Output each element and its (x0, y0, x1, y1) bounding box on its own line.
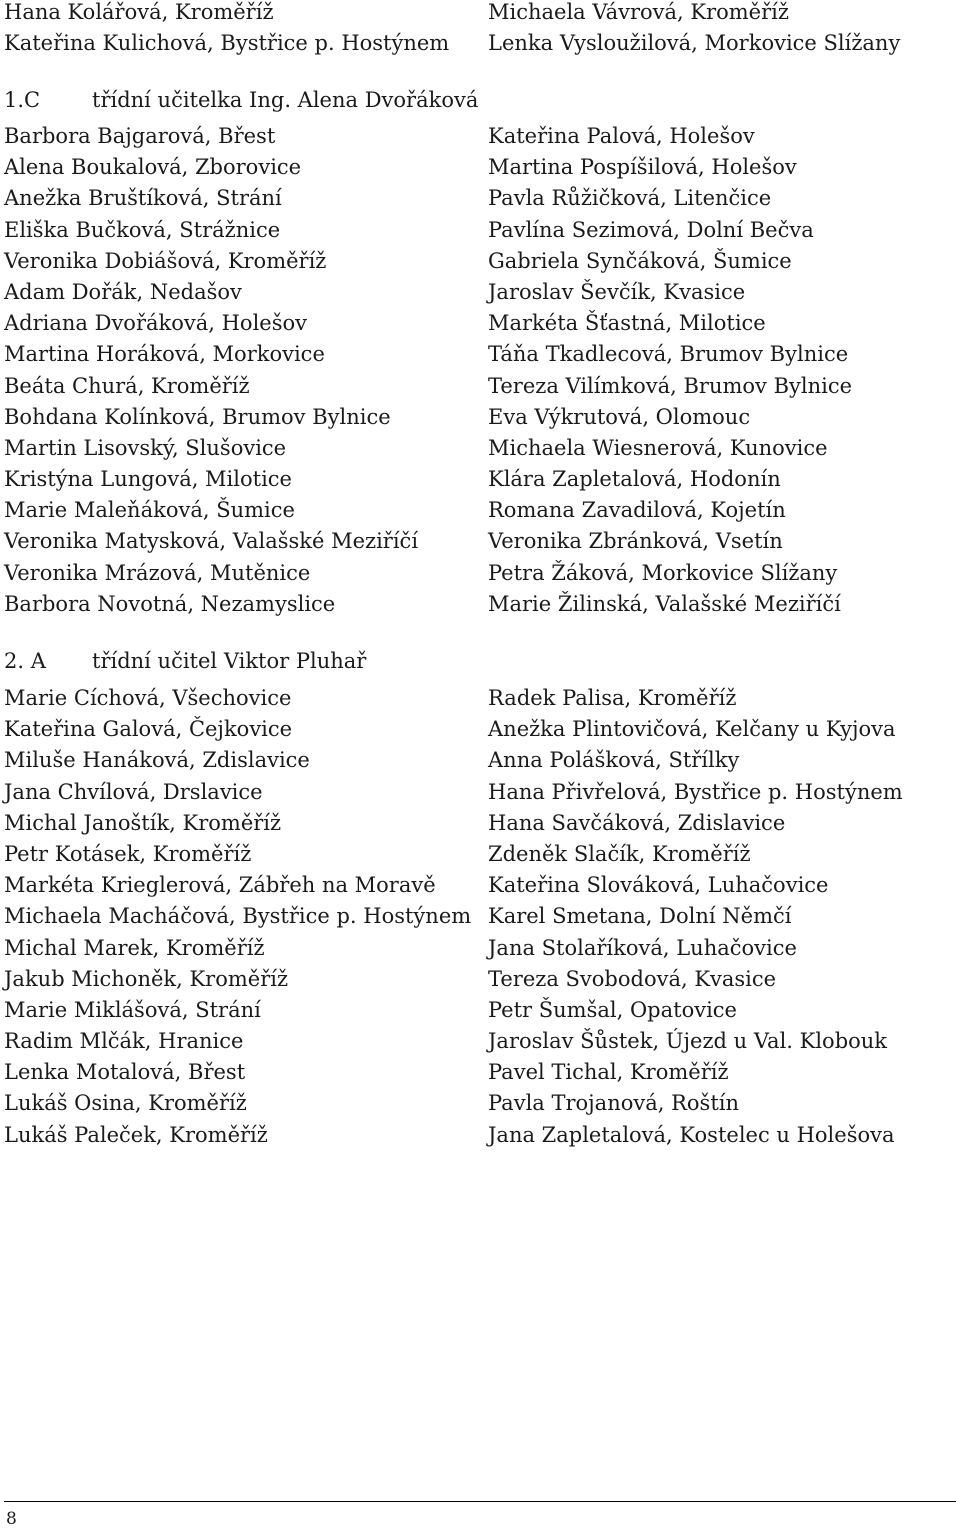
class-1c-student-entry: Martina Pospíšilová, Holešov (488, 155, 797, 180)
class-1c-student-entry: Alena Boukalová, Zborovice (4, 155, 302, 180)
class-2a-student-entry: Karel Smetana, Dolní Němčí (488, 904, 792, 929)
class-1c-student-entry: Táňa Tkadlecová, Brumov Bylnice (488, 342, 849, 367)
class-2a-student-entry: Pavla Trojanová, Roštín (488, 1091, 740, 1116)
class-1c-student-entry: Adriana Dvořáková, Holešov (4, 311, 307, 336)
top-list-right (488, 0, 900, 59)
class-1c-student-entry: Barbora Novotná, Nezamyslice (4, 591, 336, 616)
class-1c-list-left (4, 121, 418, 620)
class-1c-student-entry: Beáta Churá, Kroměříž (4, 373, 250, 398)
class-2a-student-entry: Kateřina Galová, Čejkovice (4, 717, 293, 742)
class-2a-student-entry: Michal Janoštík, Kroměříž (4, 810, 282, 835)
class-2a-student-entry: Zdeněk Slačík, Kroměříž (488, 841, 751, 866)
class-2a-list-left (4, 683, 471, 1151)
class-2a-student-entry: Jana Chvílová, Drslavice (4, 779, 263, 804)
class-1c-student-entry: Barbora Bajgarová, Břest (4, 124, 276, 148)
class-2a-student-entry: Lenka Motalová, Břest (4, 1060, 246, 1085)
class-2a-student-entry: Hana Savčáková, Zdislavice (488, 810, 786, 835)
class-2a-student-entry: Marie Cíchová, Všechovice (4, 686, 292, 710)
class-2a-student-entry: Michaela Macháčová, Bystřice p. Hostýnem (4, 904, 472, 929)
class-1c-student-entry: Pavlína Sezimová, Dolní Bečva (488, 217, 814, 242)
class-2a-student-entry: Jaroslav Šůstek, Újezd u Val. Klobouk (488, 1029, 888, 1054)
class-2a-student-entry: Miluše Hanáková, Zdislavice (4, 748, 310, 773)
class-1c-student-entry: Marie Maleňáková, Šumice (4, 498, 295, 523)
class-1c-student-entry: Markéta Šťastná, Milotice (488, 311, 766, 336)
class-1c-student-entry: Eliška Bučková, Strážnice (4, 217, 281, 242)
class-2a-student-entry: Petr Šumšal, Opatovice (488, 997, 737, 1022)
class-1c-student-entry: Michaela Wiesnerová, Kunovice (488, 435, 828, 460)
class-1c-student-entry: Veronika Zbránková, Vsetín (488, 529, 783, 554)
class-1c-student-entry: Tereza Vilímková, Brumov Bylnice (488, 373, 853, 398)
class-1c-list-right (488, 121, 852, 620)
class-1c-student-entry: Gabriela Synčáková, Šumice (488, 248, 792, 273)
class-1c-student-entry: Klára Zapletalová, Hodonín (488, 467, 781, 492)
top-block-student-entry: Michaela Vávrová, Kroměříž (488, 0, 789, 24)
class-2a-heading (4, 646, 366, 677)
class-1c-student-entry: Eva Výkrutová, Olomouc (488, 404, 751, 429)
top-block-student-entry: Kateřina Kulichová, Bystřice p. Hostýnem (4, 31, 450, 56)
class-2a-student-entry: Jakub Michoněk, Kroměříž (4, 966, 289, 991)
class-1c-student-entry: Kristýna Lungová, Milotice (4, 467, 292, 492)
class-1c-student-entry: Bohdana Kolínková, Brumov Bylnice (4, 404, 391, 429)
class-2a-student-entry: Marie Miklášová, Strání (4, 997, 261, 1022)
class-1c-student-entry: Adam Dořák, Nedašov (4, 279, 242, 304)
class-2a-teacher: třídní učitel Viktor Pluhař (92, 649, 367, 673)
class-2a-student-entry: Lukáš Paleček, Kroměříž (4, 1122, 268, 1147)
class-1c-student-entry: Romana Zavadilová, Kojetín (488, 498, 786, 523)
class-1c-student-entry: Martin Lisovský, Slušovice (4, 435, 287, 460)
class-2a-student-entry: Petr Kotásek, Kroměříž (4, 841, 252, 866)
top-list-left (4, 0, 449, 59)
class-1c-heading (4, 85, 478, 116)
class-2a-student-entry: Michal Marek, Kroměříž (4, 935, 265, 960)
class-2a-student-entry: Radek Palisa, Kroměříž (488, 686, 737, 710)
class-1c-student-entry: Pavla Růžičková, Litenčice (488, 186, 772, 211)
class-1c-student-entry: Martina Horáková, Morkovice (4, 342, 325, 367)
class-2a-student-entry: Jana Stolaříková, Luhačovice (488, 935, 797, 960)
class-1c-student-entry: Veronika Dobiášová, Kroměříž (4, 248, 327, 273)
class-2a-code: 2. A (4, 649, 46, 673)
class-1c-student-entry: Kateřina Palová, Holešov (488, 124, 755, 148)
class-2a-student-entry: Jana Zapletalová, Kostelec u Holešova (488, 1122, 895, 1147)
class-1c-student-entry: Jaroslav Ševčík, Kvasice (488, 279, 746, 304)
class-2a-student-entry: Tereza Svobodová, Kvasice (488, 966, 777, 991)
top-block-student-entry: Hana Kolářová, Kroměříž (4, 0, 274, 24)
class-1c-student-entry: Veronika Matysková, Valašské Meziříčí (4, 529, 419, 554)
class-1c-teacher: třídní učitelka Ing. Alena Dvořáková (92, 88, 479, 112)
class-2a-student-entry: Radim Mlčák, Hranice (4, 1029, 244, 1054)
class-2a-student-entry: Pavel Tichal, Kroměříž (488, 1060, 729, 1085)
class-2a-list-right (488, 683, 903, 1151)
class-2a-student-entry: Anežka Plintovičová, Kelčany u Kyjova (488, 717, 896, 742)
page-number: 8 (6, 1509, 17, 1529)
class-2a-student-entry: Markéta Krieglerová, Zábřeh na Moravě (4, 873, 436, 898)
class-2a-student-entry: Lukáš Osina, Kroměříž (4, 1091, 247, 1116)
footer-rule (4, 1501, 956, 1502)
class-1c-student-entry: Petra Žáková, Morkovice Slížany (488, 560, 838, 585)
class-1c-student-entry: Marie Žilinská, Valašské Meziříčí (488, 591, 841, 616)
class-1c-student-entry: Veronika Mrázová, Mutěnice (4, 560, 311, 585)
class-1c-code: 1.C (4, 88, 41, 112)
class-2a-student-entry: Anna Polášková, Střílky (488, 748, 740, 773)
class-2a-student-entry: Kateřina Slováková, Luhačovice (488, 873, 829, 898)
class-1c-student-entry: Anežka Bruštíková, Strání (4, 186, 282, 211)
class-2a-student-entry: Hana Přivřelová, Bystřice p. Hostýnem (488, 779, 903, 804)
top-block-student-entry: Lenka Vysloužilová, Morkovice Slížany (488, 31, 901, 56)
